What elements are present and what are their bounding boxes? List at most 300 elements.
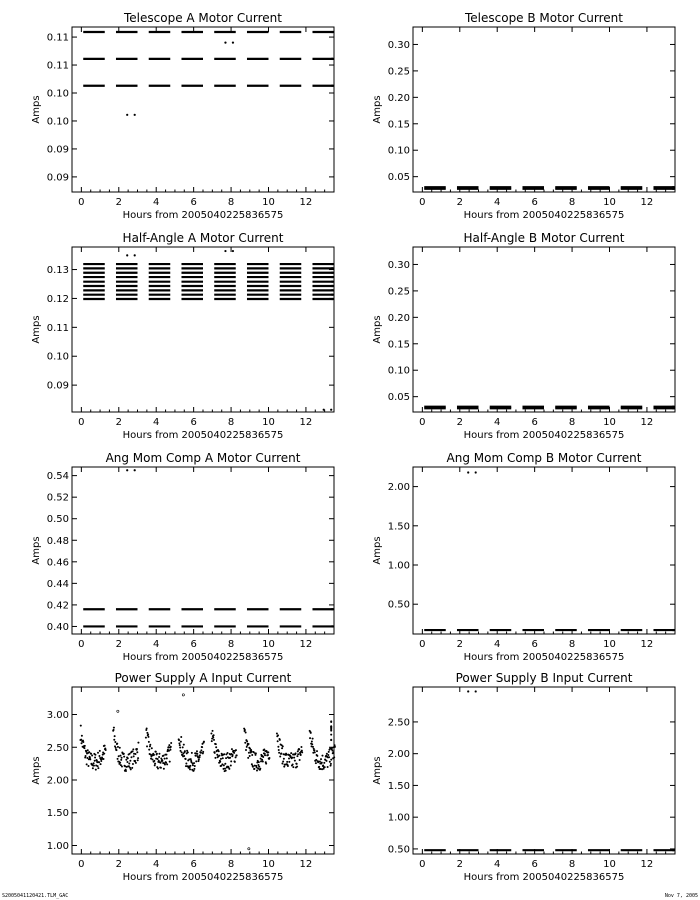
- data-point: [235, 756, 237, 758]
- data-point: [327, 754, 329, 756]
- data-point: [234, 761, 236, 763]
- data-point: [134, 469, 136, 471]
- data-point: [130, 768, 132, 770]
- data-point: [128, 762, 130, 764]
- data-point: [93, 762, 95, 764]
- data-point: [672, 186, 674, 188]
- x-tick-label: 10: [603, 859, 616, 870]
- data-point: [80, 725, 82, 727]
- data-point: [311, 740, 313, 742]
- x-axis-label: Hours from 2005040225836575: [122, 872, 284, 883]
- data-point: [235, 749, 237, 751]
- data-point: [136, 748, 138, 750]
- data-point: [212, 730, 214, 732]
- data-point: [262, 756, 264, 758]
- data-point: [232, 42, 234, 44]
- y-axis-label: Amps: [372, 95, 383, 124]
- data-point: [249, 755, 251, 757]
- data-point: [330, 726, 332, 728]
- x-tick-label: 6: [190, 859, 197, 870]
- data-point: [475, 471, 477, 473]
- data-point: [88, 751, 90, 753]
- data-point: [155, 751, 157, 753]
- data-point: [253, 768, 255, 770]
- data-point: [92, 767, 94, 769]
- y-tick-label: 0.48: [46, 535, 69, 547]
- data-point: [89, 758, 91, 760]
- data-point: [225, 757, 227, 759]
- plot-frame: [413, 467, 675, 634]
- data-point: [136, 751, 138, 753]
- x-axis-label: Hours from 2005040225836575: [463, 652, 625, 663]
- data-point: [323, 409, 325, 411]
- y-tick-label: 0.10: [46, 116, 69, 128]
- y-tick-label: 3.00: [46, 710, 69, 722]
- data-point: [293, 757, 295, 759]
- data-point: [137, 742, 139, 744]
- data-point: [147, 736, 149, 738]
- data-point: [265, 763, 267, 765]
- data-point: [149, 744, 151, 746]
- chart-title: Power Supply A Input Current: [114, 671, 292, 685]
- x-axis-label: Hours from 2005040225836575: [463, 430, 625, 441]
- x-tick-label: 12: [640, 639, 654, 650]
- x-tick-label: 8: [568, 639, 576, 650]
- data-point: [277, 740, 279, 742]
- data-point: [105, 749, 107, 751]
- y-tick-label: 0.15: [387, 119, 410, 131]
- data-point: [292, 766, 294, 768]
- data-point: [327, 766, 329, 768]
- plot-frame: [413, 687, 675, 854]
- data-point: [134, 114, 136, 116]
- data-point: [333, 756, 335, 758]
- data-point: [126, 761, 128, 763]
- data-point: [201, 746, 203, 748]
- data-point: [154, 763, 156, 765]
- data-point: [148, 741, 150, 743]
- data-point: [82, 741, 84, 743]
- data-point: [158, 756, 160, 758]
- data-point: [134, 760, 136, 762]
- data-point: [321, 762, 323, 764]
- data-point: [180, 741, 182, 743]
- y-tick-label: 0.10: [46, 351, 69, 363]
- x-tick-label: 0: [419, 197, 426, 208]
- x-tick-label: 2: [456, 197, 463, 208]
- data-point: [168, 744, 170, 746]
- data-point: [126, 254, 128, 256]
- data-point: [258, 766, 260, 768]
- data-point: [200, 752, 202, 754]
- y-tick-label: 2.50: [387, 717, 410, 729]
- x-tick-label: 6: [190, 197, 197, 208]
- data-point: [195, 755, 197, 757]
- data-point: [672, 406, 674, 408]
- data-point: [248, 752, 250, 754]
- data-point: [115, 749, 117, 751]
- data-point: [189, 765, 191, 767]
- footer-filename: S2005041120421.TLM_GAC: [2, 893, 69, 899]
- data-point: [213, 739, 215, 741]
- chart-panel: [372, 11, 675, 221]
- data-point: [259, 768, 261, 770]
- data-point: [98, 761, 100, 763]
- data-point: [331, 747, 333, 749]
- data-point: [330, 730, 332, 732]
- x-tick-label: 6: [531, 639, 538, 650]
- data-point: [300, 746, 302, 748]
- data-point: [286, 761, 288, 763]
- data-point: [330, 720, 332, 722]
- data-point: [218, 750, 220, 752]
- data-point: [179, 744, 181, 746]
- data-point: [113, 727, 115, 729]
- data-point: [161, 760, 163, 762]
- data-point: [224, 42, 226, 44]
- x-tick-label: 6: [531, 197, 538, 208]
- x-tick-label: 6: [531, 417, 538, 428]
- data-point: [227, 752, 229, 754]
- data-point: [187, 751, 189, 753]
- data-point: [118, 755, 120, 757]
- data-point: [278, 752, 280, 754]
- data-point: [331, 272, 333, 274]
- data-point: [195, 760, 197, 762]
- data-point: [215, 746, 217, 748]
- data-point: [213, 734, 215, 736]
- data-point: [169, 749, 171, 751]
- data-point: [276, 733, 278, 735]
- y-tick-label: 0.25: [387, 286, 410, 298]
- x-tick-label: 0: [78, 859, 85, 870]
- data-point: [134, 254, 136, 256]
- y-tick-label: 1.00: [387, 812, 410, 824]
- y-tick-label: 0.11: [46, 322, 69, 334]
- data-point: [198, 759, 200, 761]
- y-tick-label: 0.44: [46, 578, 69, 590]
- data-series: [424, 186, 675, 190]
- data-point: [309, 737, 311, 739]
- x-tick-label: 10: [603, 417, 616, 428]
- data-point: [334, 744, 336, 746]
- data-point: [280, 753, 282, 755]
- data-point: [178, 742, 180, 744]
- data-point: [126, 469, 128, 471]
- x-tick-label: 4: [153, 859, 160, 870]
- data-point: [334, 746, 336, 748]
- data-point: [330, 739, 332, 741]
- data-point: [467, 471, 469, 473]
- data-point: [193, 762, 195, 764]
- y-tick-label: 1.50: [387, 780, 410, 792]
- plot-frame: [72, 27, 334, 192]
- y-tick-label: 1.50: [387, 521, 410, 533]
- data-point: [87, 749, 89, 751]
- data-point: [119, 762, 121, 764]
- x-tick-label: 6: [190, 639, 197, 650]
- data-point: [148, 749, 150, 751]
- y-tick-label: 0.10: [46, 88, 69, 100]
- data-point: [81, 735, 83, 737]
- data-point: [196, 750, 198, 752]
- data-point: [170, 746, 172, 748]
- data-series: [83, 250, 334, 411]
- data-point: [200, 749, 202, 751]
- data-point: [283, 758, 285, 760]
- x-tick-label: 12: [299, 859, 313, 870]
- x-tick-label: 12: [299, 197, 313, 208]
- data-point: [281, 763, 283, 765]
- data-point: [114, 741, 116, 743]
- data-series: [424, 406, 675, 410]
- data-point: [93, 765, 95, 767]
- data-point: [123, 756, 125, 758]
- data-point: [97, 765, 99, 767]
- data-point: [84, 745, 86, 747]
- data-point: [475, 690, 477, 692]
- data-point: [178, 739, 180, 741]
- data-point: [199, 754, 201, 756]
- data-point: [123, 753, 125, 755]
- data-point: [153, 754, 155, 756]
- chart-panel: [31, 231, 334, 441]
- data-point: [103, 753, 105, 755]
- data-point: [202, 751, 204, 753]
- y-tick-label: 0.05: [387, 392, 410, 404]
- data-point: [165, 762, 167, 764]
- data-point: [321, 755, 323, 757]
- y-tick-label: 0.12: [46, 293, 69, 305]
- data-point: [129, 760, 131, 762]
- data-point: [290, 752, 292, 754]
- data-point: [158, 753, 160, 755]
- data-point: [214, 757, 216, 759]
- data-point: [330, 734, 332, 736]
- data-point: [137, 759, 139, 761]
- data-point: [193, 768, 195, 770]
- data-point: [322, 765, 324, 767]
- data-series: [83, 31, 334, 116]
- data-point: [125, 770, 127, 772]
- chart-panel: [31, 671, 336, 883]
- data-point: [236, 754, 238, 756]
- data-point: [296, 755, 298, 757]
- x-axis-label: Hours from 2005040225836575: [122, 652, 284, 663]
- data-point: [146, 728, 148, 730]
- x-tick-label: 0: [419, 639, 426, 650]
- data-point: [160, 767, 162, 769]
- x-axis-label: Hours from 2005040225836575: [463, 210, 625, 221]
- data-point: [296, 763, 298, 765]
- data-point: [166, 763, 168, 765]
- data-point: [157, 767, 159, 769]
- data-point: [91, 755, 93, 757]
- plot-frame: [72, 687, 334, 854]
- data-point: [267, 754, 269, 756]
- data-point: [330, 409, 332, 411]
- x-tick-label: 0: [419, 859, 426, 870]
- data-point: [151, 747, 153, 749]
- data-point: [316, 755, 318, 757]
- y-tick-label: 0.09: [46, 144, 69, 156]
- data-point: [190, 758, 192, 760]
- data-point: [331, 293, 333, 295]
- data-point: [83, 747, 85, 749]
- data-point: [291, 757, 293, 759]
- data-point: [133, 755, 135, 757]
- data-point: [183, 755, 185, 757]
- data-point: [331, 85, 333, 87]
- data-point: [230, 760, 232, 762]
- x-tick-label: 10: [603, 197, 616, 208]
- data-point: [132, 763, 134, 765]
- data-point: [154, 764, 156, 766]
- data-point: [224, 250, 226, 252]
- data-point: [315, 762, 317, 764]
- data-point: [86, 763, 88, 765]
- data-point: [199, 756, 201, 758]
- x-tick-label: 0: [78, 197, 85, 208]
- x-tick-label: 4: [153, 197, 160, 208]
- data-point: [192, 764, 194, 766]
- data-point: [330, 763, 332, 765]
- x-tick-label: 2: [115, 639, 122, 650]
- data-point: [246, 746, 248, 748]
- data-point: [331, 31, 333, 33]
- x-tick-label: 8: [568, 197, 576, 208]
- data-point: [277, 734, 279, 736]
- data-point: [130, 756, 132, 758]
- data-point: [231, 748, 233, 750]
- data-point: [162, 755, 164, 757]
- data-point: [117, 758, 119, 760]
- y-tick-label: 2.00: [387, 482, 410, 494]
- y-tick-label: 0.50: [387, 844, 410, 856]
- data-point: [183, 744, 185, 746]
- y-tick-label: 0.11: [46, 32, 69, 44]
- data-point: [301, 751, 303, 753]
- data-point: [145, 737, 147, 739]
- data-point: [312, 746, 314, 748]
- data-point: [244, 742, 246, 744]
- data-point: [224, 763, 226, 765]
- data-point: [181, 751, 183, 753]
- chart-panel: [372, 671, 675, 883]
- data-point: [97, 767, 99, 769]
- data-point: [166, 757, 168, 759]
- chart-panel: [372, 231, 675, 441]
- data-point: [331, 285, 333, 287]
- data-point: [262, 760, 264, 762]
- y-tick-label: 0.20: [387, 92, 410, 104]
- data-point: [300, 754, 302, 756]
- data-point: [120, 759, 122, 761]
- data-point: [185, 763, 187, 765]
- data-point: [132, 748, 134, 750]
- data-point: [193, 770, 195, 772]
- data-point: [263, 748, 265, 750]
- data-point: [125, 759, 127, 761]
- x-tick-label: 2: [115, 859, 122, 870]
- data-point: [331, 625, 333, 627]
- data-point: [163, 768, 165, 770]
- data-point: [279, 739, 281, 741]
- y-tick-label: 0.09: [46, 380, 69, 392]
- y-tick-label: 2.50: [46, 742, 69, 754]
- data-point: [672, 629, 674, 631]
- y-tick-label: 0.50: [387, 599, 410, 611]
- data-point: [99, 750, 101, 752]
- data-point: [220, 758, 222, 760]
- data-point: [121, 766, 123, 768]
- data-point: [250, 750, 252, 752]
- footer-date: Nov 7, 2005: [664, 893, 698, 899]
- data-point: [212, 736, 214, 738]
- data-point: [331, 276, 333, 278]
- x-tick-label: 4: [494, 197, 501, 208]
- data-point: [149, 745, 151, 747]
- data-point: [98, 755, 100, 757]
- y-tick-label: 0.30: [387, 259, 410, 271]
- data-point: [281, 747, 283, 749]
- data-point: [137, 757, 139, 759]
- x-tick-label: 4: [494, 639, 501, 650]
- data-point: [288, 761, 290, 763]
- data-point: [255, 752, 257, 754]
- data-point: [330, 765, 332, 767]
- data-point: [127, 757, 129, 759]
- y-tick-label: 0.15: [387, 339, 410, 351]
- y-tick-label: 2.00: [46, 775, 69, 787]
- y-tick-label: 0.05: [387, 172, 410, 184]
- data-point: [131, 767, 133, 769]
- data-point: [182, 746, 184, 748]
- data-point: [233, 752, 235, 754]
- data-point: [87, 765, 89, 767]
- data-point: [185, 758, 187, 760]
- chart-title: Telescope A Motor Current: [124, 11, 282, 25]
- data-point: [189, 768, 191, 770]
- data-point: [132, 750, 134, 752]
- data-point: [224, 768, 226, 770]
- chart-title: Half-Angle B Motor Current: [463, 231, 625, 245]
- x-tick-label: 8: [227, 197, 235, 208]
- data-point: [294, 760, 296, 762]
- data-point: [264, 754, 266, 756]
- data-point: [298, 748, 300, 750]
- y-tick-label: 0.09: [46, 172, 69, 184]
- data-point: [157, 758, 159, 760]
- data-point: [225, 770, 227, 772]
- plot-frame: [413, 27, 675, 192]
- data-point: [147, 734, 149, 736]
- data-point: [160, 762, 162, 764]
- data-point: [116, 743, 118, 745]
- data-point: [230, 765, 232, 767]
- x-tick-label: 2: [456, 639, 463, 650]
- data-point: [214, 752, 216, 754]
- data-point: [331, 750, 333, 752]
- data-point: [191, 752, 193, 754]
- data-point: [331, 263, 333, 265]
- data-point: [90, 753, 92, 755]
- data-point: [94, 754, 96, 756]
- data-point: [283, 766, 285, 768]
- data-point: [314, 751, 316, 753]
- data-point: [184, 750, 186, 752]
- data-point: [328, 751, 330, 753]
